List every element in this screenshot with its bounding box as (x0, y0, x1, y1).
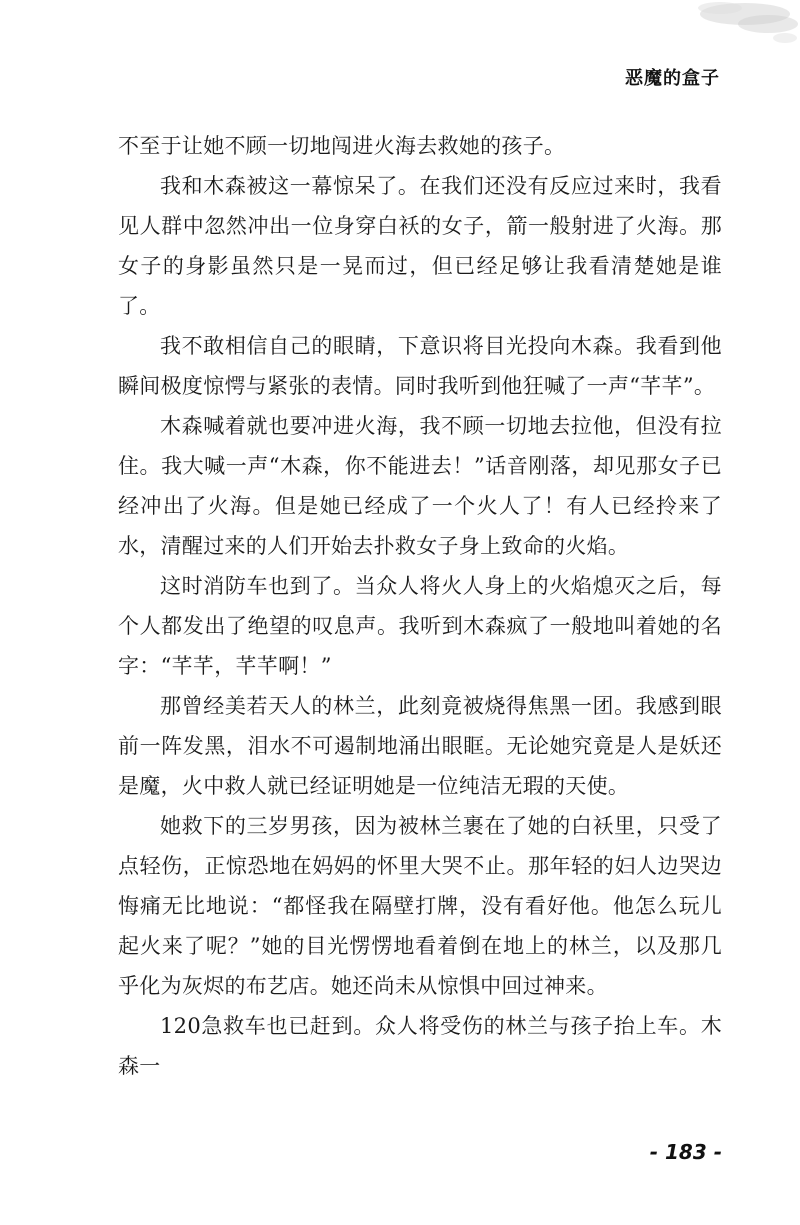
paragraph-continuation: 不至于让她不顾一切地闯进火海去救她的孩子。 (118, 134, 566, 158)
body-text (118, 126, 722, 1086)
paragraph: 我不敢相信自己的眼睛，下意识将目光投向木森。我看到他瞬间极度惊愕与紧张的表情。同时我听到他狂喊了一声“芊芊”。 (118, 334, 722, 398)
scan-smudge (650, 0, 800, 60)
paragraph: 我和木森被这一幕惊呆了。在我们还没有反应过来时，我看见人群中忽然冲出一位身穿白袄的女子，箭一般射进了火海。那女子的身影虽然只是一晃而过，但已经足够让我看清楚她是谁了。 (118, 174, 722, 318)
paragraph: 那曾经美若天人的林兰，此刻竟被烧得焦黑一团。我感到眼前一阵发黑，泪水不可遏制地涌出眼眶。无论她究竟是人是妖还是魔，火中救人就已经证明她是一位纯洁无瑕的天使。 (118, 694, 722, 798)
paragraph: 木森喊着就也要冲进火海，我不顾一切地去拉他，但没有拉住。我大喊一声“木森，你不能进去！”话音刚落，却见那女子已经冲出了火海。但是她已经成了一个火人了！有人已经拎来了水，清醒过来的人们开始去扑救女子身上致命的火焰。 (118, 414, 722, 558)
running-header-title: 恶魔的盒子 (625, 68, 720, 89)
page-number: - 183 - (649, 1140, 722, 1164)
paragraph: 120急救车也已赶到。众人将受伤的林兰与孩子抬上车。木森一 (118, 1014, 722, 1078)
paragraph: 这时消防车也到了。当众人将火人身上的火焰熄灭之后，每个人都发出了绝望的叹息声。我听到木森疯了一般地叫着她的名字：“芊芊，芊芊啊！” (118, 574, 722, 678)
paragraph: 她救下的三岁男孩，因为被林兰裹在了她的白袄里，只受了点轻伤，正惊恐地在妈妈的怀里大哭不止。那年轻的妇人边哭边悔痛无比地说：“都怪我在隔壁打牌，没有看好他。他怎么玩儿起火来了呢？”她的目光愣愣地看着倒在地上的林兰，以及那几乎化为灰烬的布艺店。她还尚未从惊惧中回过神来。 (118, 814, 722, 998)
